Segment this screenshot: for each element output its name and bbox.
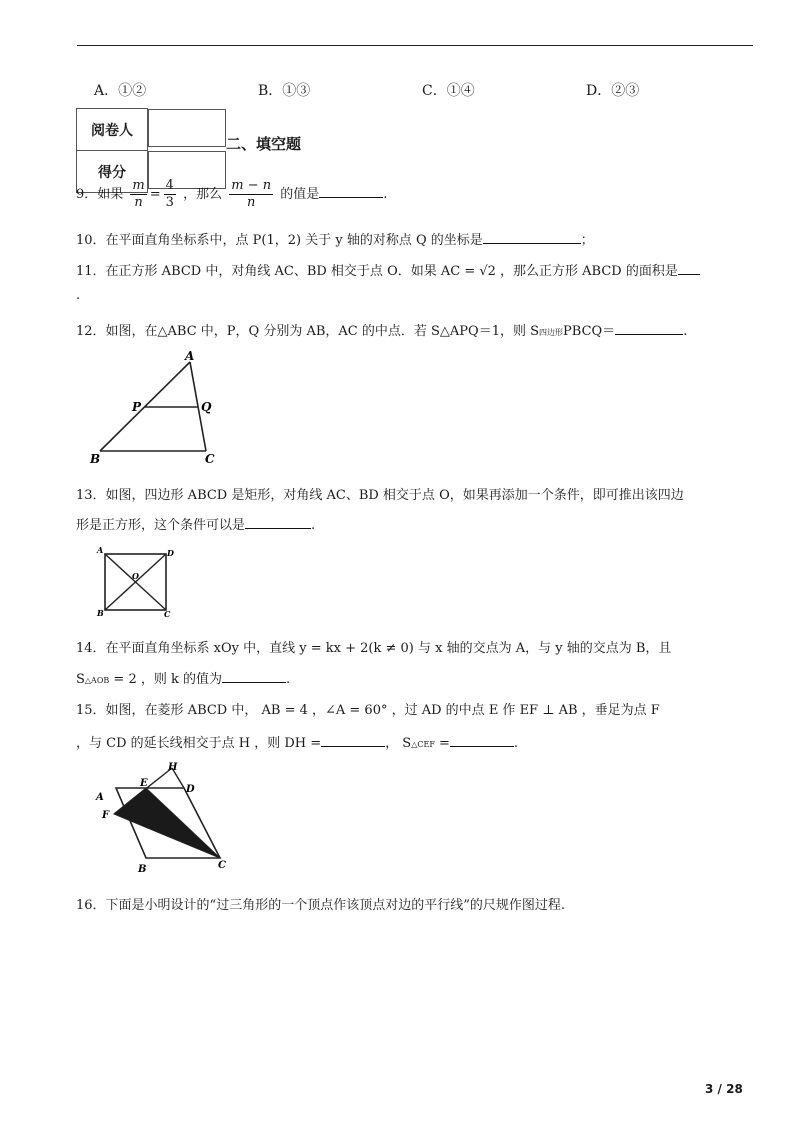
- label-d: D: [167, 548, 174, 558]
- q12-text2: PBCQ＝: [563, 324, 616, 339]
- option-c: C．①④: [422, 83, 475, 99]
- answer-blank: [615, 322, 683, 335]
- answer-blank-dh: [321, 734, 385, 747]
- q10-end: ；: [580, 233, 594, 248]
- fraction-4-over-3: [164, 178, 176, 211]
- q10-text: 10．在平面直角坐标系中，点 P(1，2) 关于 y 轴的对称点 Q 的坐标是: [76, 233, 483, 248]
- fraction-m-minus-n-over-n: [229, 178, 273, 211]
- label-p: P: [132, 400, 142, 414]
- q15-end: .: [513, 736, 519, 751]
- question-16: 16．下面是小明设计的“过三角形的一个顶点作该顶点对边的平行线”的尺规作图过程.: [76, 898, 565, 913]
- frac-num: m − n: [231, 178, 272, 193]
- frac-den: 3: [165, 195, 174, 210]
- header-rule: [77, 45, 753, 46]
- question-14-line2: [76, 668, 290, 687]
- question-9: [76, 178, 387, 211]
- question-13-line1: 13．如图，四边形 ABCD 是矩形，对角线 AC、BD 相交于点 O，如果再添加一个条件，即可推出该四边: [76, 488, 684, 503]
- frac-den: n: [246, 195, 256, 210]
- frac-den: n: [134, 195, 143, 210]
- answer-blank: [319, 185, 383, 198]
- q9-prefix: 9．如果: [76, 187, 124, 202]
- label-a: A: [185, 349, 195, 363]
- q15-subscript: △CEF: [411, 740, 435, 749]
- q12-end: .: [683, 324, 688, 339]
- score-label: 得分: [77, 151, 148, 193]
- answer-blank-area: [450, 734, 514, 747]
- page-number: 3 / 28: [705, 1082, 743, 1096]
- label-h: H: [168, 762, 178, 773]
- q9-suffix: 的值是: [280, 187, 320, 202]
- q15-text-b: ， S: [385, 736, 412, 751]
- q14-subscript: △AOB: [84, 676, 110, 685]
- label-c: C: [218, 860, 226, 871]
- label-a: A: [97, 546, 104, 555]
- question-13-line2: [76, 514, 315, 533]
- q14-text: = 2 ，则 k 的值为: [109, 672, 222, 687]
- question-15-line1: 15．如图，在菱形 ABCD 中， AB = 4 ，∠A = 60° ，过 AD 的中点 E 作 EF ⊥ AB ，垂足为点 F: [76, 703, 660, 718]
- label-c: C: [164, 609, 171, 618]
- question-12: [76, 320, 687, 339]
- q11-text: 11．在正方形 ABCD 中，对角线 AC、BD 相交于点 O．如果 AC = √2 ，那么正方形 ABCD 的面积是: [76, 264, 678, 279]
- q9-eq: =: [149, 187, 161, 202]
- label-c: C: [205, 452, 215, 466]
- q13-end: .: [311, 518, 316, 533]
- q11-end: .: [76, 288, 81, 303]
- q9-mid: ，那么: [183, 187, 223, 202]
- q14-end: .: [285, 672, 291, 687]
- question-15-line2: [76, 732, 518, 751]
- label-q: Q: [201, 400, 212, 414]
- question-10: [76, 229, 594, 248]
- answer-blank: [245, 516, 311, 529]
- answer-blank: [222, 670, 286, 683]
- q14-s: S: [76, 672, 85, 687]
- q9-end: .: [383, 187, 388, 202]
- label-b: B: [90, 452, 101, 466]
- label-f: F: [102, 810, 110, 821]
- label-b: B: [97, 608, 104, 618]
- answer-blank: [483, 231, 581, 244]
- figure-triangle-apq: [86, 348, 226, 470]
- figure-rhombus-abcd: [90, 762, 240, 874]
- section-title: 二、填空题: [226, 135, 302, 153]
- frac-num: m: [132, 178, 145, 193]
- label-a: A: [96, 792, 104, 803]
- question-11: [76, 260, 700, 279]
- label-d: D: [186, 784, 195, 795]
- option-a: A．①②: [94, 83, 147, 99]
- q12-subscript: 四边形: [539, 328, 564, 337]
- fraction-m-over-n: [130, 178, 146, 211]
- answer-blank: [678, 262, 700, 275]
- triangle-cef: [114, 788, 220, 858]
- label-o: O: [132, 571, 139, 581]
- q12-text: 12．如图，在△ABC 中，P，Q 分别为 AB，AC 的中点．若 S△APQ＝1，则 S: [76, 324, 540, 339]
- grader-cell: [148, 109, 226, 147]
- grader-label: 阅卷人: [77, 109, 148, 151]
- option-b: B．①③: [258, 83, 311, 99]
- q15-text-a: ，与 CD 的延长线相交于点 H ，则 DH =: [76, 736, 322, 751]
- q15-text-c: =: [434, 736, 450, 751]
- label-e: E: [140, 778, 148, 789]
- figure-rectangle-abcd: [94, 546, 180, 618]
- option-d: D．②③: [586, 83, 640, 99]
- frac-num: 4: [165, 178, 174, 193]
- q13-line2-text: 形是正方形，这个条件可以是: [76, 518, 246, 533]
- question-14-line1: 14．在平面直角坐标系 xOy 中，直线 y = kx + 2(k ≠ 0) 与 x 轴的交点为 A，与 y 轴的交点为 B，且: [76, 641, 672, 656]
- label-b: B: [138, 864, 147, 874]
